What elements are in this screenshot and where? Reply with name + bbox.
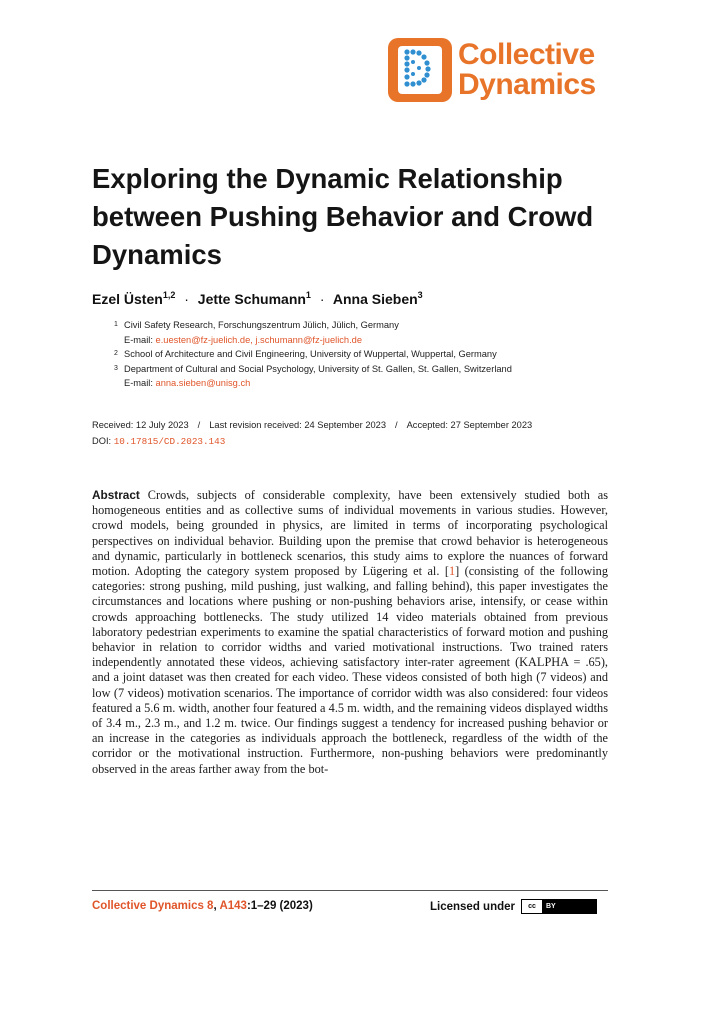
abstract-label: Abstract <box>92 488 140 502</box>
doi-line <box>92 433 532 450</box>
license-info <box>430 899 597 914</box>
author-name: Jette Schumann <box>197 291 306 307</box>
affiliations <box>114 318 512 391</box>
doi-link[interactable]: 10.17815/CD.2023.143 <box>113 436 226 447</box>
email-label: E-mail: <box>124 378 153 388</box>
logo-line-1: Collective <box>458 38 595 71</box>
affiliation <box>114 347 512 362</box>
logo-wordmark <box>458 40 596 100</box>
page-range: :1–29 (2023) <box>246 900 313 912</box>
affiliation-text: School of Architecture and Civil Engineering, University of Wuppertal, Wuppertal, Germany <box>124 349 497 359</box>
affiliation-email-line <box>124 376 512 391</box>
affiliation-number: 3 <box>114 364 118 372</box>
author-affiliation-marker: 1,2 <box>162 290 176 300</box>
affiliation-number: 1 <box>114 321 118 328</box>
journal-logo <box>388 38 608 106</box>
license-label: Licensed under <box>430 900 515 913</box>
affiliation <box>114 318 512 333</box>
affiliation-email-line <box>124 333 512 348</box>
author-separator: · <box>319 291 325 307</box>
paper-title: Exploring the Dynamic Relationship between Pushing Behavior and Crowd Dynamics <box>92 163 594 270</box>
date-separator: / <box>197 420 201 430</box>
dates-line <box>92 417 532 433</box>
affiliation <box>114 362 512 377</box>
email-link[interactable]: e.uesten@fz-juelich.de, j.schumann@fz-juelich.de <box>155 334 362 345</box>
author-list <box>92 290 423 307</box>
affiliation-text: Civil Safety Research, Forschungszentrum Jülich, Jülich, Germany <box>124 320 399 330</box>
author-name: Ezel Üsten <box>92 291 163 307</box>
email-label: E-mail: <box>124 334 153 345</box>
author-separator: · <box>184 291 189 307</box>
journal-volume[interactable]: Collective Dynamics 8 <box>92 900 214 912</box>
collective-dynamics-logo-icon <box>388 38 452 102</box>
email-link[interactable]: anna.sieben@unisg.ch <box>155 378 251 388</box>
abstract-text: ] (consisting of the following categories: strong pushing, mild pushing, just walking, and falling behind), this paper investigates the circumstances and locations where pushing or non-pushing behaviors arise, intensify, or cease within crowds approaching bottlenecks. The study utilized 14 video materials obtained from previous laboratory pedestrian experiments to examine the spatial characteristics of forward motion and pushing behavior in relation to corridor widths and varied motivational instructions. Two trained raters independently annotated these videos, achieving satisfactory inter-rater agreement (KALPHA = .65), and a joint dataset was then created for each video. These videos consisted of both high (7 videos) and low (7 videos) motivation scenarios. The importance of corridor width was also considered: four videos featured a 5.6 m. width, another four featured a 4.5 m. width, and the remaining videos displayed widths of 3.4 m., 2.3 m., and 1.2 m. twice. Our findings suggest a tendency for increased pushing behavior or an increase in the categories as individuals approach the bottleneck, regardless of the width of the corridor or the motivational instruction. Furthermore, non-pushing behaviors were predominantly observed in the areas farther away from the bot- <box>92 564 608 776</box>
footer-divider <box>92 890 608 891</box>
cc-by-label: BY <box>542 900 596 913</box>
article-number[interactable]: A143 <box>219 900 247 912</box>
logo-line-2: Dynamics <box>458 68 596 101</box>
affiliation-text: Department of Cultural and Social Psychology, University of St. Gallen, St. Gallen, Switzerland <box>124 363 512 374</box>
doi-label: DOI: <box>92 436 112 446</box>
cc-by-license-icon[interactable] <box>521 899 597 914</box>
accepted-date: Accepted: 27 September 2023 <box>406 420 533 430</box>
author-name: Anna Sieben <box>332 291 418 307</box>
cc-icon: cc <box>522 900 542 913</box>
journal-citation <box>92 900 313 912</box>
author-affiliation-marker: 1 <box>305 290 311 300</box>
author-affiliation-marker: 3 <box>417 290 423 300</box>
abstract-text: Crowds, subjects of considerable complexity, have been extensively studied both as homogeneous entities and as collective sums of individual movements in various studies. However, crowd models, being grounded in physics, are limited in terms of incorporating psychological perspectives on individual behavior. Building upon the premise that crowd behavior is heterogeneous and dynamic, particularly in bottleneck scenarios, this study aims to explore the nuances of forward motion. Adopting the category system proposed by Lügering et al. [ <box>92 488 609 579</box>
affiliation-number: 2 <box>114 350 118 357</box>
citation-comma: , <box>213 900 217 912</box>
publication-dates <box>92 417 532 450</box>
date-separator: / <box>395 420 398 430</box>
received-date: Received: 12 July 2023 <box>92 420 189 430</box>
abstract <box>92 488 608 777</box>
revised-date: Last revision received: 24 September 2023 <box>209 420 386 430</box>
reference-link[interactable]: 1 <box>448 564 456 579</box>
